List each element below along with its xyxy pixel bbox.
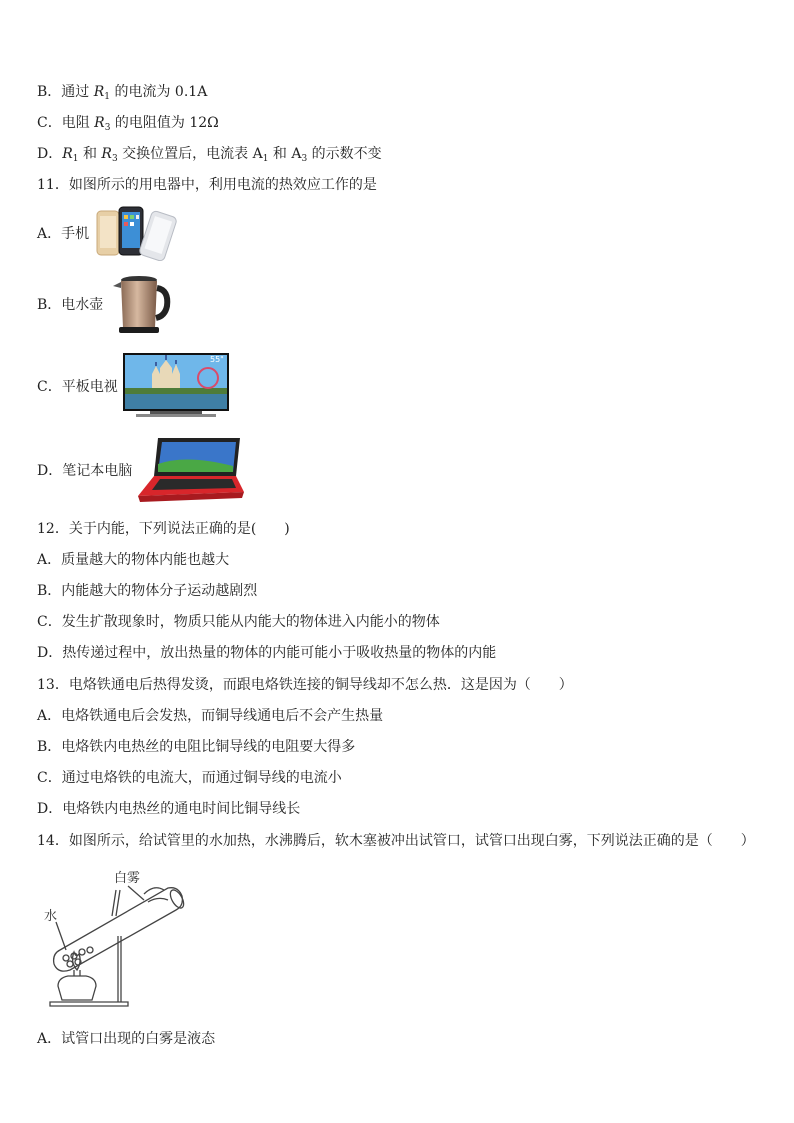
q11-option-b <box>37 272 173 336</box>
q11-option-a-label: A．手机 <box>37 226 90 242</box>
svg-text:白雾: 白雾 <box>114 871 141 886</box>
q11-option-c <box>37 352 230 420</box>
q13-option-a: A．电烙铁通电后会发热，而铜导线通电后不会产生热量 <box>37 708 384 724</box>
tv-image <box>122 352 230 420</box>
svg-text:水: 水 <box>44 909 58 924</box>
q11-option-d <box>37 436 244 504</box>
q13-option-d: D．电烙铁内电热丝的通电时间比铜导线长 <box>37 801 301 817</box>
q12-option-d: D．热传递过程中，放出热量的物体的内能可能小于吸收热量的物体的内能 <box>37 645 497 661</box>
kettle-image <box>109 272 173 336</box>
laptop-image <box>136 436 244 504</box>
prev-option-c: C．电阻 $R_3$ 的电阻值为 12Ω <box>37 115 219 133</box>
question-12-stem: 12．关于内能，下列说法正确的是( ) <box>37 521 290 537</box>
q11-option-c-label: C．平板电视 <box>37 379 118 395</box>
q12-option-a: A．质量越大的物体内能也越大 <box>37 552 230 568</box>
q13-option-c: C．通过电烙铁的电流大，而通过铜导线的电流小 <box>37 770 342 786</box>
prev-option-b: B．通过 $R_1$ 的电流为 0.1A <box>37 84 208 102</box>
q12-option-b: B．内能越大的物体分子运动越剧烈 <box>37 583 258 599</box>
q11-option-b-label: B．电水壶 <box>37 297 104 313</box>
test-tube-heating-diagram <box>36 866 196 1016</box>
question-14-stem: 14．如图所示，给试管里的水加热，水沸腾后，软木塞被冲出试管口，试管口出现白雾，下列说法正确的是（ ） <box>37 833 755 849</box>
question-13-stem: 13．电烙铁通电后热得发烫，而跟电烙铁连接的铜导线却不怎么热．这是因为（ ） <box>37 677 573 693</box>
q12-option-c: C．发生扩散现象时，物质只能从内能大的物体进入内能小的物体 <box>37 614 440 630</box>
svg-text:55": 55" <box>209 355 224 364</box>
prev-option-d: D．$R_1$ 和 $R_3$ 交换位置后，电流表 $A_1$ 和 $A_3$ 的示数不变 <box>37 146 382 164</box>
q11-option-d-label: D．笔记本电脑 <box>37 463 133 479</box>
question-11-stem: 11．如图所示的用电器中，利用电流的热效应工作的是 <box>37 177 377 193</box>
q11-option-a <box>37 205 183 261</box>
q14-option-a: A．试管口出现的白雾是液态 <box>37 1031 216 1047</box>
q13-option-b: B．电烙铁内电热丝的电阻比铜导线的电阻要大得多 <box>37 739 356 755</box>
phones-image <box>95 205 183 261</box>
